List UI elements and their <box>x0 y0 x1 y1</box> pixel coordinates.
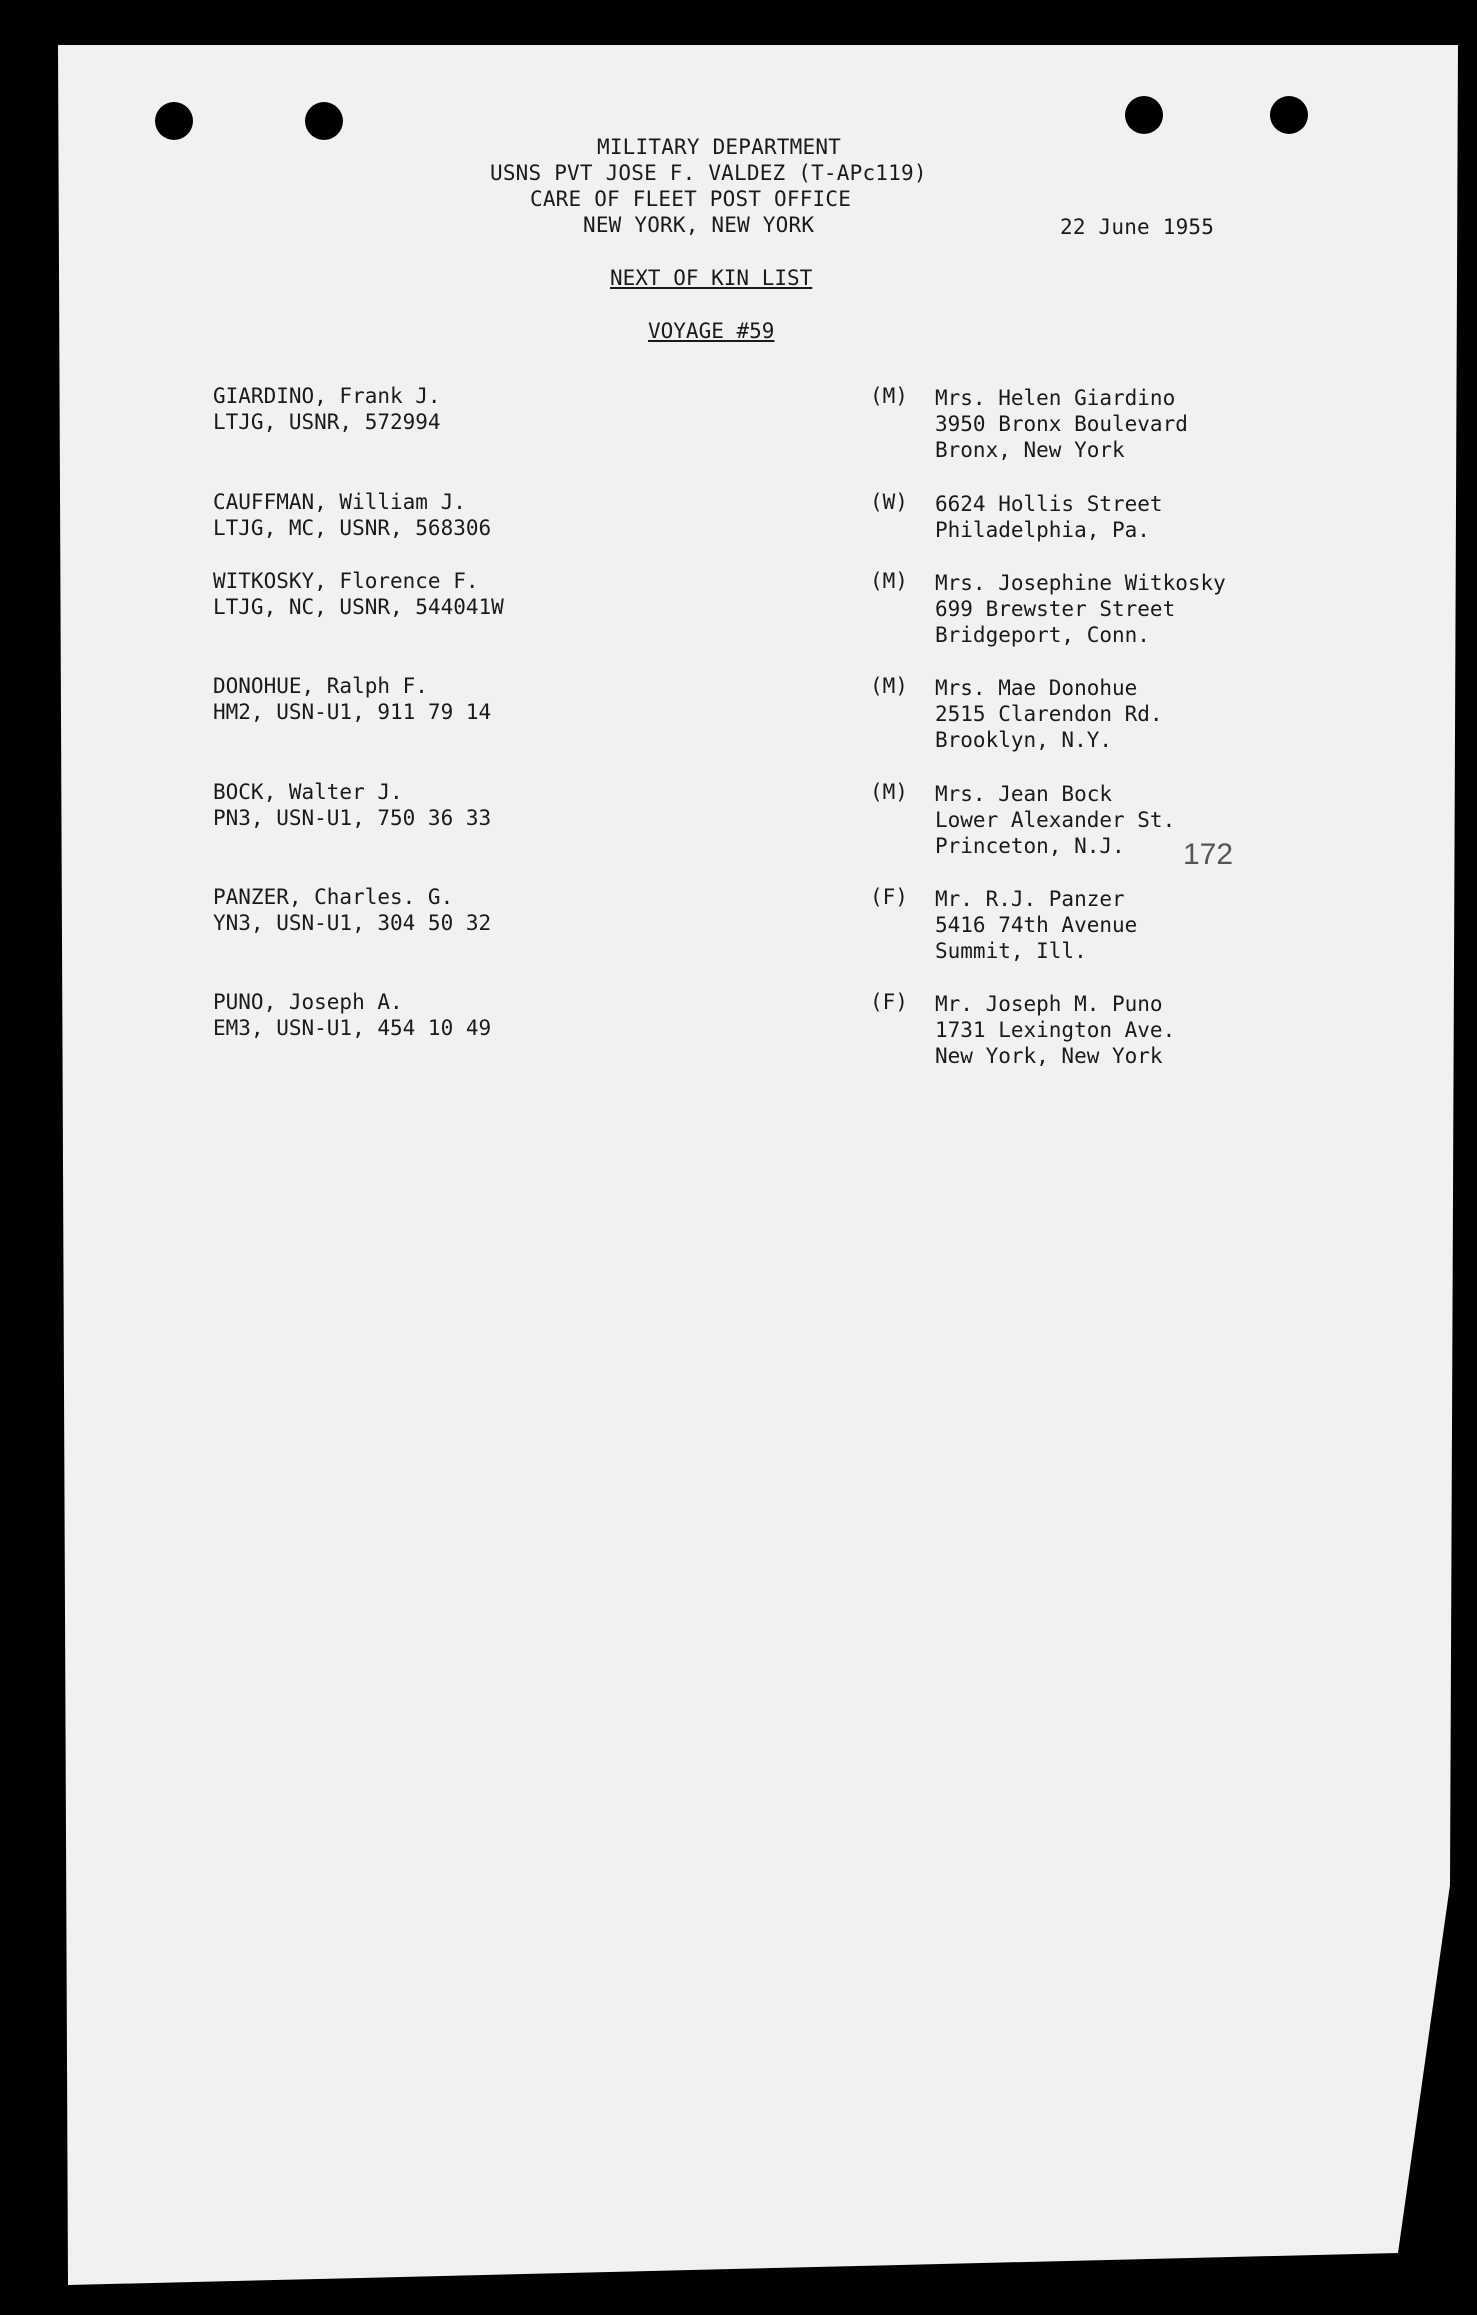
crew-rank: PN3, USN-U1, 750 36 33 <box>213 806 492 830</box>
document-date: 22 June 1955 <box>1060 215 1215 239</box>
kin-line-3: New York, New York <box>935 1044 1163 1068</box>
crew-name: DONOHUE, Ralph F. <box>213 674 428 698</box>
crew-rank: HM2, USN-U1, 911 79 14 <box>213 700 492 724</box>
crew-rank: LTJG, MC, USNR, 568306 <box>213 516 492 540</box>
crew-rank: YN3, USN-U1, 304 50 32 <box>213 911 492 935</box>
kin-line-2: Philadelphia, Pa. <box>935 518 1150 542</box>
crew-rank: LTJG, USNR, 572994 <box>213 410 441 434</box>
kin-relation: (M) <box>870 384 908 408</box>
crew-name: PANZER, Charles. G. <box>213 885 454 909</box>
kin-line-3: Bridgeport, Conn. <box>935 623 1150 647</box>
kin-line-3: Princeton, N.J. <box>935 834 1125 858</box>
kin-line-2: 699 Brewster Street <box>935 597 1176 621</box>
crew-rank: LTJG, NC, USNR, 544041W <box>213 595 504 619</box>
kin-relation: (F) <box>870 885 908 909</box>
crew-name: PUNO, Joseph A. <box>213 990 403 1014</box>
kin-relation: (M) <box>870 780 908 804</box>
letterhead-line-3: CARE OF FLEET POST OFFICE <box>530 187 852 211</box>
voyage-title: VOYAGE #59 <box>648 319 775 343</box>
kin-line-3: Bronx, New York <box>935 438 1125 462</box>
kin-line-1: Mrs. Helen Giardino <box>935 386 1176 410</box>
kin-line-1: 6624 Hollis Street <box>935 492 1163 516</box>
kin-line-2: 5416 74th Avenue <box>935 913 1138 937</box>
kin-relation: (M) <box>870 569 908 593</box>
page-number-stamp: 172 <box>1183 838 1234 871</box>
kin-line-1: Mr. Joseph M. Puno <box>935 992 1163 1016</box>
punch-hole-right-1 <box>1125 96 1163 134</box>
punch-hole-left-2 <box>305 102 343 140</box>
kin-line-3: Brooklyn, N.Y. <box>935 728 1113 752</box>
kin-line-1: Mrs. Jean Bock <box>935 782 1113 806</box>
crew-name: BOCK, Walter J. <box>213 780 403 804</box>
kin-line-2: Lower Alexander St. <box>935 808 1176 832</box>
crew-name: CAUFFMAN, William J. <box>213 490 466 514</box>
kin-line-3: Summit, Ill. <box>935 939 1087 963</box>
kin-line-1: Mr. R.J. Panzer <box>935 887 1125 911</box>
crew-name: WITKOSKY, Florence F. <box>213 569 479 593</box>
crew-name: GIARDINO, Frank J. <box>213 384 441 408</box>
punch-hole-left-1 <box>155 102 193 140</box>
kin-line-2: 1731 Lexington Ave. <box>935 1018 1176 1042</box>
letterhead-line-2: USNS PVT JOSE F. VALDEZ (T-APc119) <box>490 161 927 185</box>
kin-line-1: Mrs. Josephine Witkosky <box>935 571 1226 595</box>
kin-relation: (F) <box>870 990 908 1014</box>
letterhead-line-4: NEW YORK, NEW YORK <box>583 213 815 237</box>
list-title: NEXT OF KIN LIST <box>610 266 813 290</box>
kin-line-2: 2515 Clarendon Rd. <box>935 702 1163 726</box>
kin-line-1: Mrs. Mae Donohue <box>935 676 1138 700</box>
letterhead-line-1: MILITARY DEPARTMENT <box>597 135 842 159</box>
kin-relation: (M) <box>870 674 908 698</box>
kin-relation: (W) <box>870 490 908 514</box>
kin-line-2: 3950 Bronx Boulevard <box>935 412 1188 436</box>
punch-hole-right-2 <box>1270 96 1308 134</box>
crew-rank: EM3, USN-U1, 454 10 49 <box>213 1016 492 1040</box>
